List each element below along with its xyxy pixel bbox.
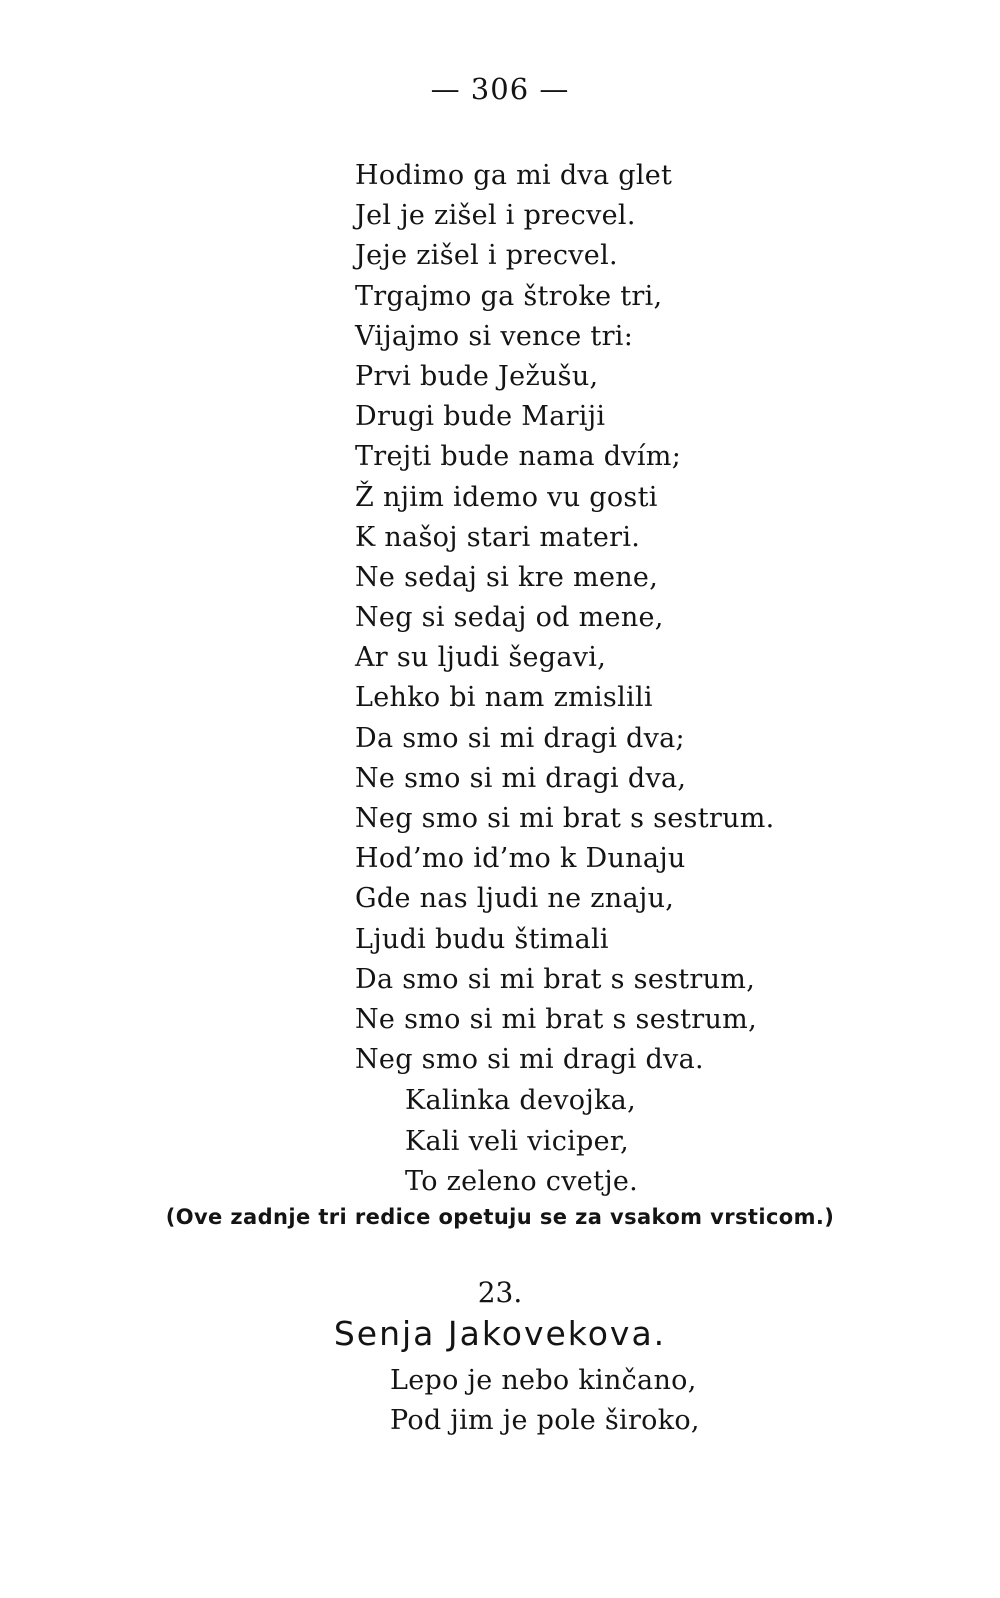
refrain-line: Kalinka devojka, — [405, 1085, 636, 1116]
verse-line: Neg smo si mi brat s sestrum. — [355, 803, 775, 834]
verse-line: Lepo je nebo kinčano, — [390, 1365, 697, 1396]
verse-line: Ž njim idemo vu gosti — [355, 481, 658, 513]
verse-line: Vijajmo si vence tri: — [355, 320, 634, 352]
verse-line: Drugi bude Mariji — [355, 401, 606, 433]
verse-line: Jel je zišel i precvel. — [355, 200, 636, 232]
verse-line: Lehko bi nam zmislili — [355, 682, 653, 714]
verse-line: Pod jim je pole široko, — [390, 1405, 700, 1436]
next-song-verse — [390, 1361, 700, 1441]
verse-line: K našoj stari materi. — [355, 521, 641, 553]
refrain-line: To zeleno cvetje. — [405, 1166, 639, 1197]
song-number: 23. — [477, 1276, 523, 1309]
verse-line: Neg smo si mi dragi dva. — [355, 1044, 704, 1076]
verse — [355, 156, 775, 1080]
verse-line: Hodimo ga mi dva glet — [355, 160, 673, 191]
verse-line: Trejti bude nama dvím; — [355, 441, 682, 473]
verse-line: Hod’mo id’mo k Dunaju — [355, 843, 686, 875]
verse-line: Da smo si mi brat s sestrum, — [355, 963, 756, 995]
verse-line: Da smo si mi dragi dva; — [355, 722, 685, 754]
verse-line: Jeje zišel i precvel. — [355, 240, 618, 272]
verse-line: Ar su ljudi šegavi, — [355, 642, 607, 674]
refrain-line: Kali veli viciper, — [405, 1125, 630, 1157]
verse-line: Trgajmo ga štroke tri, — [355, 280, 663, 312]
verse-line: Prvi bude Ježušu, — [355, 360, 599, 392]
refrain-note: (Ove zadnje tri redice opetuju se za vsakom vrsticom.) — [165, 1205, 835, 1229]
song-title: Senja Jakovekova. — [333, 1314, 667, 1353]
verse-line: Neg si sedaj od mene, — [355, 602, 664, 634]
verse-line: Ne sedaj si kre mene, — [355, 561, 659, 593]
verse-line: Gde nas ljudi ne znaju, — [355, 883, 675, 915]
verse-line: Ne smo si mi brat s sestrum, — [355, 1003, 757, 1035]
verse-line: Ne smo si mi dragi dva, — [355, 762, 687, 794]
page-number: — 306 — — [430, 72, 570, 106]
verse-line: Ljudi budu štimali — [355, 923, 609, 955]
refrain — [405, 1081, 638, 1203]
